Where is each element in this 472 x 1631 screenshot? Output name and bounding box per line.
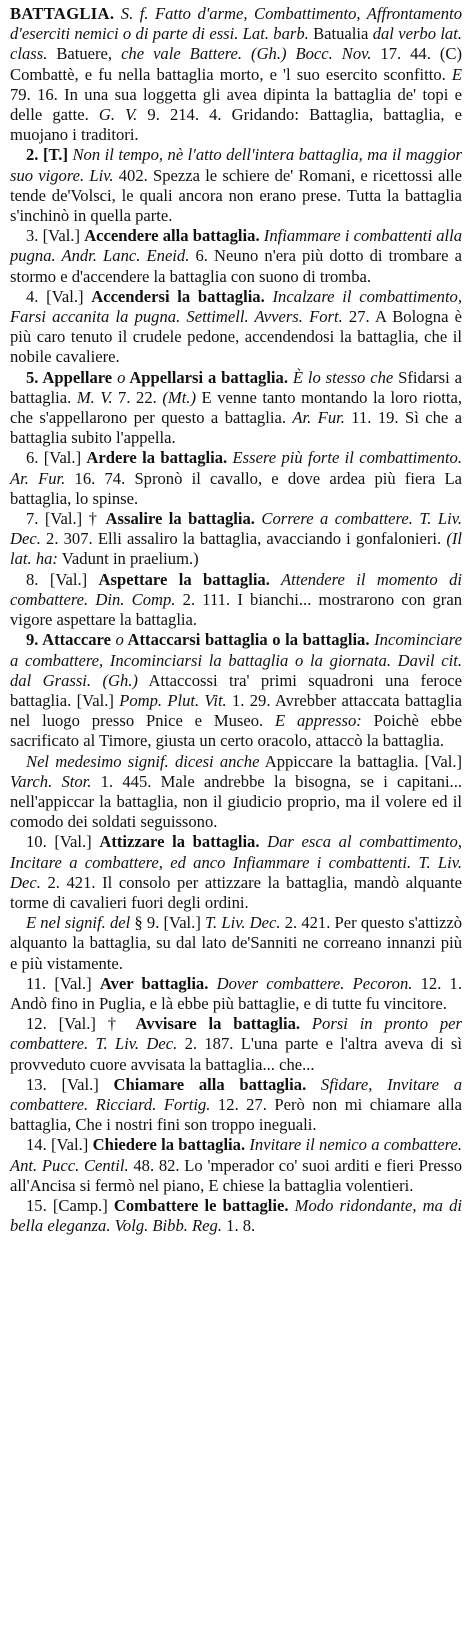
entry-text-segment: Aspettare la battaglia. xyxy=(98,569,270,589)
entry-text-segment: Pomp. Plut. Vit. xyxy=(119,690,227,710)
entry-text-segment: Invitare il nemico a combattere. Ant. Pucc. Centil. xyxy=(10,1135,462,1175)
entry-text-segment: Poichè ebbe sacrificato al Timore, giusta un certo oracolo, attaccò la battaglia. xyxy=(10,711,462,751)
dictionary-entry-s10 xyxy=(10,832,462,913)
entry-text-segment: 15. [Camp.] xyxy=(26,1195,114,1215)
entry-text-segment: o xyxy=(115,630,124,650)
entry-text-segment: che vale Battere. (Gh.) Bocc. Nov. xyxy=(121,44,372,64)
entry-text-segment: 1. 29. Avrebber attaccata battaglia nel luogo presso Pnice e Museo. xyxy=(10,690,462,731)
entry-text-segment: Batualia xyxy=(308,24,373,44)
entry-text-segment: 2. 421. Per questo s'attizzò alquanto la battaglia, su dal lato de'Sanniti ne correano innanzi più e più vistamente. xyxy=(10,913,462,973)
entry-text-segment: o xyxy=(117,367,126,387)
entry-text-segment: 2. [T.] xyxy=(26,145,73,165)
entry-text-segment: 402. Spezza le schiere de' Romani, e ricettossi alle tende de'Volsci, le quali ancora non erano prese. Tutta la battaglia s'inchinò in quella parte. xyxy=(10,165,462,226)
entry-text-segment: 16. 74. Spronò il cavallo, e dove ardea più fiera La battaglia, lo spinse. xyxy=(10,468,463,508)
entry-text-segment: Batuere, xyxy=(47,44,122,64)
entry-text-segment: E nel signif. del xyxy=(26,913,131,933)
entry-text-segment: 10. [Val.] xyxy=(26,832,100,852)
entry-text-segment: Attizzare la battaglia. xyxy=(99,832,260,852)
entry-text-segment: (Mt.) xyxy=(162,387,196,407)
entry-text-segment: 11. [Val.] xyxy=(26,973,100,993)
entry-text-segment: E appresso: xyxy=(275,711,362,731)
entry-text-segment: Combattere le battaglie. xyxy=(113,1195,289,1215)
entry-text-segment: E venne tanto montando la loro riotta, che s'appellarono per questo a battaglia. xyxy=(10,387,462,428)
entry-text-segment: 7. 22. xyxy=(112,387,163,407)
entry-text-segment: Assalire la battaglia. xyxy=(105,509,255,529)
entry-text-segment: 1. 445. Male andrebbe la bisogna, se i capitani... nell'appiccar la battaglia, non il giudicio proprio, ma il volere ed il comodo dei soldati seguissono. xyxy=(10,771,462,832)
entry-text-segment: 7. [Val.] † xyxy=(26,509,106,529)
entry-text-segment: (Il lat. ha: xyxy=(10,529,462,569)
entry-text-segment: 12. 27. Però non mi chiamare alla battaglia, Che i nostri fini son troppo ineguali. xyxy=(10,1094,462,1135)
entry-text-segment: dal verbo lat. class. xyxy=(10,24,462,64)
dictionary-entry-s2 xyxy=(10,145,462,226)
entry-text-segment: 12. [Val.] † xyxy=(26,1014,136,1034)
dictionary-entry-s13 xyxy=(10,1075,462,1136)
dictionary-entry-s10b xyxy=(10,913,462,974)
dictionary-entry-s12 xyxy=(10,1014,462,1075)
entry-text-segment: G. V. xyxy=(98,105,138,125)
dictionary-entry-s3 xyxy=(10,226,462,287)
entry-text-segment: 5. Appellare xyxy=(26,367,118,387)
dictionary-entry-s14 xyxy=(10,1135,462,1196)
entry-text-segment: Essere più forte il combattimento. Ar. Fur. xyxy=(10,448,462,488)
entry-text-segment: Attendere il momento di combattere. Din. Comp. xyxy=(10,569,462,609)
entry-text-segment: Porsi in pronto per combattere. T. Liv. Dec. xyxy=(10,1014,463,1054)
dictionary-entry-s4 xyxy=(10,287,462,368)
entry-text-segment: 27. A Bologna è più caro tenuto il crudele pedone, accendendosi la battaglia, che il nobile cavaliere. xyxy=(10,307,462,367)
entry-text-segment: Ar. Fur. xyxy=(292,408,345,428)
entry-text-segment: 2. 111. I bianchi... mostrarono con gran vigore aspettare la battaglia. xyxy=(10,589,462,630)
entry-text-segment: 3. [Val.] xyxy=(26,226,85,246)
dictionary-entry-s11 xyxy=(10,974,462,1014)
dictionary-entry-s8 xyxy=(10,570,462,631)
entry-text-segment: 2. 187. L'una parte e l'altra aveva di sì provveduto cuore avvisata la battaglia... che... xyxy=(10,1034,462,1074)
entry-text-segment: 4. [Val.] xyxy=(26,286,92,306)
entry-text-segment: Correre a combattere. T. Liv. Dec. xyxy=(10,509,462,549)
entry-text-segment: 8. [Val.] xyxy=(26,569,99,589)
entry-text-segment: Sfidare, Invitare a combattere. Ricciard. Fortig. xyxy=(10,1074,463,1114)
entry-text-segment: 6. Neuno n'era più dotto di trombare a stormo e d'accendere la battaglia con suono di tromba. xyxy=(10,246,462,286)
dictionary-entry-intro xyxy=(10,4,462,145)
dictionary-entry-s6 xyxy=(10,448,462,509)
entry-text-segment: Sfidarsi a battaglia. xyxy=(10,367,462,407)
entry-text-segment: 2. 421. Il consolo per attizzare la battaglia, mandò alquante torme di cavalieri fuori degli ordini. xyxy=(10,872,462,912)
entry-text-segment: 9. Attaccare xyxy=(26,630,116,650)
entry-text-segment: Incalzare il combattimento, Farsi accanita la pugna. Settimell. Avvers. Fort. xyxy=(10,286,462,327)
entry-text-segment: Varch. Stor. xyxy=(10,771,92,791)
entry-text-segment: Accendere alla battaglia. xyxy=(84,226,260,246)
entry-text-segment: Accendersi la battaglia. xyxy=(91,286,265,306)
dictionary-entry-s7 xyxy=(10,509,462,570)
entry-text-segment: 48. 82. Lo 'mperador co' suoi arditi e fieri Presso all'Ancisa si fermò nel piano, E chiese la battaglia volentieri. xyxy=(10,1155,462,1195)
entry-text-segment: Appiccare la battaglia. [Val.] xyxy=(259,751,462,771)
dictionary-entry-s9 xyxy=(10,630,462,751)
entry-text-segment: S. f. Fatto d'arme, Combattimento, Affrontamento d'eserciti nemici o di parte di essi. Lat. barb. xyxy=(10,4,462,44)
entry-text-segment: 9. 214. 4. Gridando: Battaglia, battaglia, e muojano i traditori. xyxy=(10,105,462,145)
entry-text-segment: 79. 16. In una sua loggetta gli avea dipinta la battaglia de' topi e delle gatte. xyxy=(10,84,462,125)
entry-text-segment: Chiamare alla battaglia. xyxy=(113,1074,307,1094)
entry-text-segment: BATTAGLIA. xyxy=(10,4,115,23)
entry-text-segment: M. V. xyxy=(76,387,113,407)
entry-text-segment: Dar esca al combattimento, Incitare a combattere, ed anco Infiammare i combattenti. T. Liv. Dec. xyxy=(10,832,462,892)
dictionary-entry-s5 xyxy=(10,368,462,449)
entry-text-segment: Ardere la battaglia. xyxy=(86,448,228,468)
entry-text-segment: Appellarsi a battaglia. xyxy=(125,367,288,387)
entry-text-segment: Infiammare i combattenti alla pugna. Andr. Lanc. Eneid. xyxy=(10,226,463,266)
entry-text-segment: Attaccossi tra' primi squadroni una feroce battaglia. [Val.] xyxy=(10,670,462,710)
entry-text-segment: Nel medesimo signif. dicesi anche xyxy=(26,751,260,771)
entry-text-segment: 12. 1. Andò fino in Puglia, e là ebbe più battaglie, e di tutte fu vincitore. xyxy=(10,973,463,1013)
entry-text-segment: Attaccarsi battaglia o la battaglia. xyxy=(123,630,370,650)
entry-text-segment: 17. 44. (C) Combattè, e fu nella battaglia morto, e 'l suo esercito sconfitto. xyxy=(10,44,462,84)
entry-text-segment: Non il tempo, nè l'atto dell'intera battaglia, ma il maggior suo vigore. Liv. xyxy=(10,145,462,185)
entry-text-segment: Modo ridondante, ma di bella eleganza. Volg. Bibb. Reg. xyxy=(10,1195,462,1236)
entry-text-segment: 2. 307. Elli assaliro la battaglia, avacciando i gonfalonieri. xyxy=(40,529,447,549)
entry-text-segment: 11. 19. Sì che a battaglia subito l'appella. xyxy=(10,408,463,448)
dictionary-entry-s9b xyxy=(10,752,462,833)
entry-text-segment: 6. [Val.] xyxy=(26,448,87,468)
entry-text-segment: Dover combattere. Pecoron. xyxy=(208,973,413,993)
entry-text-segment: Aver battaglia. xyxy=(99,973,209,993)
entry-text-segment: 13. [Val.] xyxy=(26,1074,114,1094)
dictionary-entry-s15 xyxy=(10,1196,462,1236)
entry-text-segment: E xyxy=(451,64,462,84)
entry-text-segment: Vadunt in praelium.) xyxy=(57,549,199,569)
entry-text-segment: § 9. [Val.] xyxy=(130,913,206,933)
entry-text-segment: 14. [Val.] xyxy=(26,1135,93,1155)
entry-text-segment: T. Liv. Dec. xyxy=(205,913,281,933)
entry-text-segment: Avvisare la battaglia. xyxy=(135,1014,301,1034)
entry-text-segment: Chiedere la battaglia. xyxy=(92,1135,246,1155)
entry-text-segment: Incominciare a combattere, Incominciarsi la battaglia o la giornata. Davil cit. dal Grassi. (Gh.) xyxy=(10,630,462,690)
entry-text-segment: 1. 8. xyxy=(222,1216,256,1236)
entry-text-segment: È lo stesso che xyxy=(287,367,394,387)
